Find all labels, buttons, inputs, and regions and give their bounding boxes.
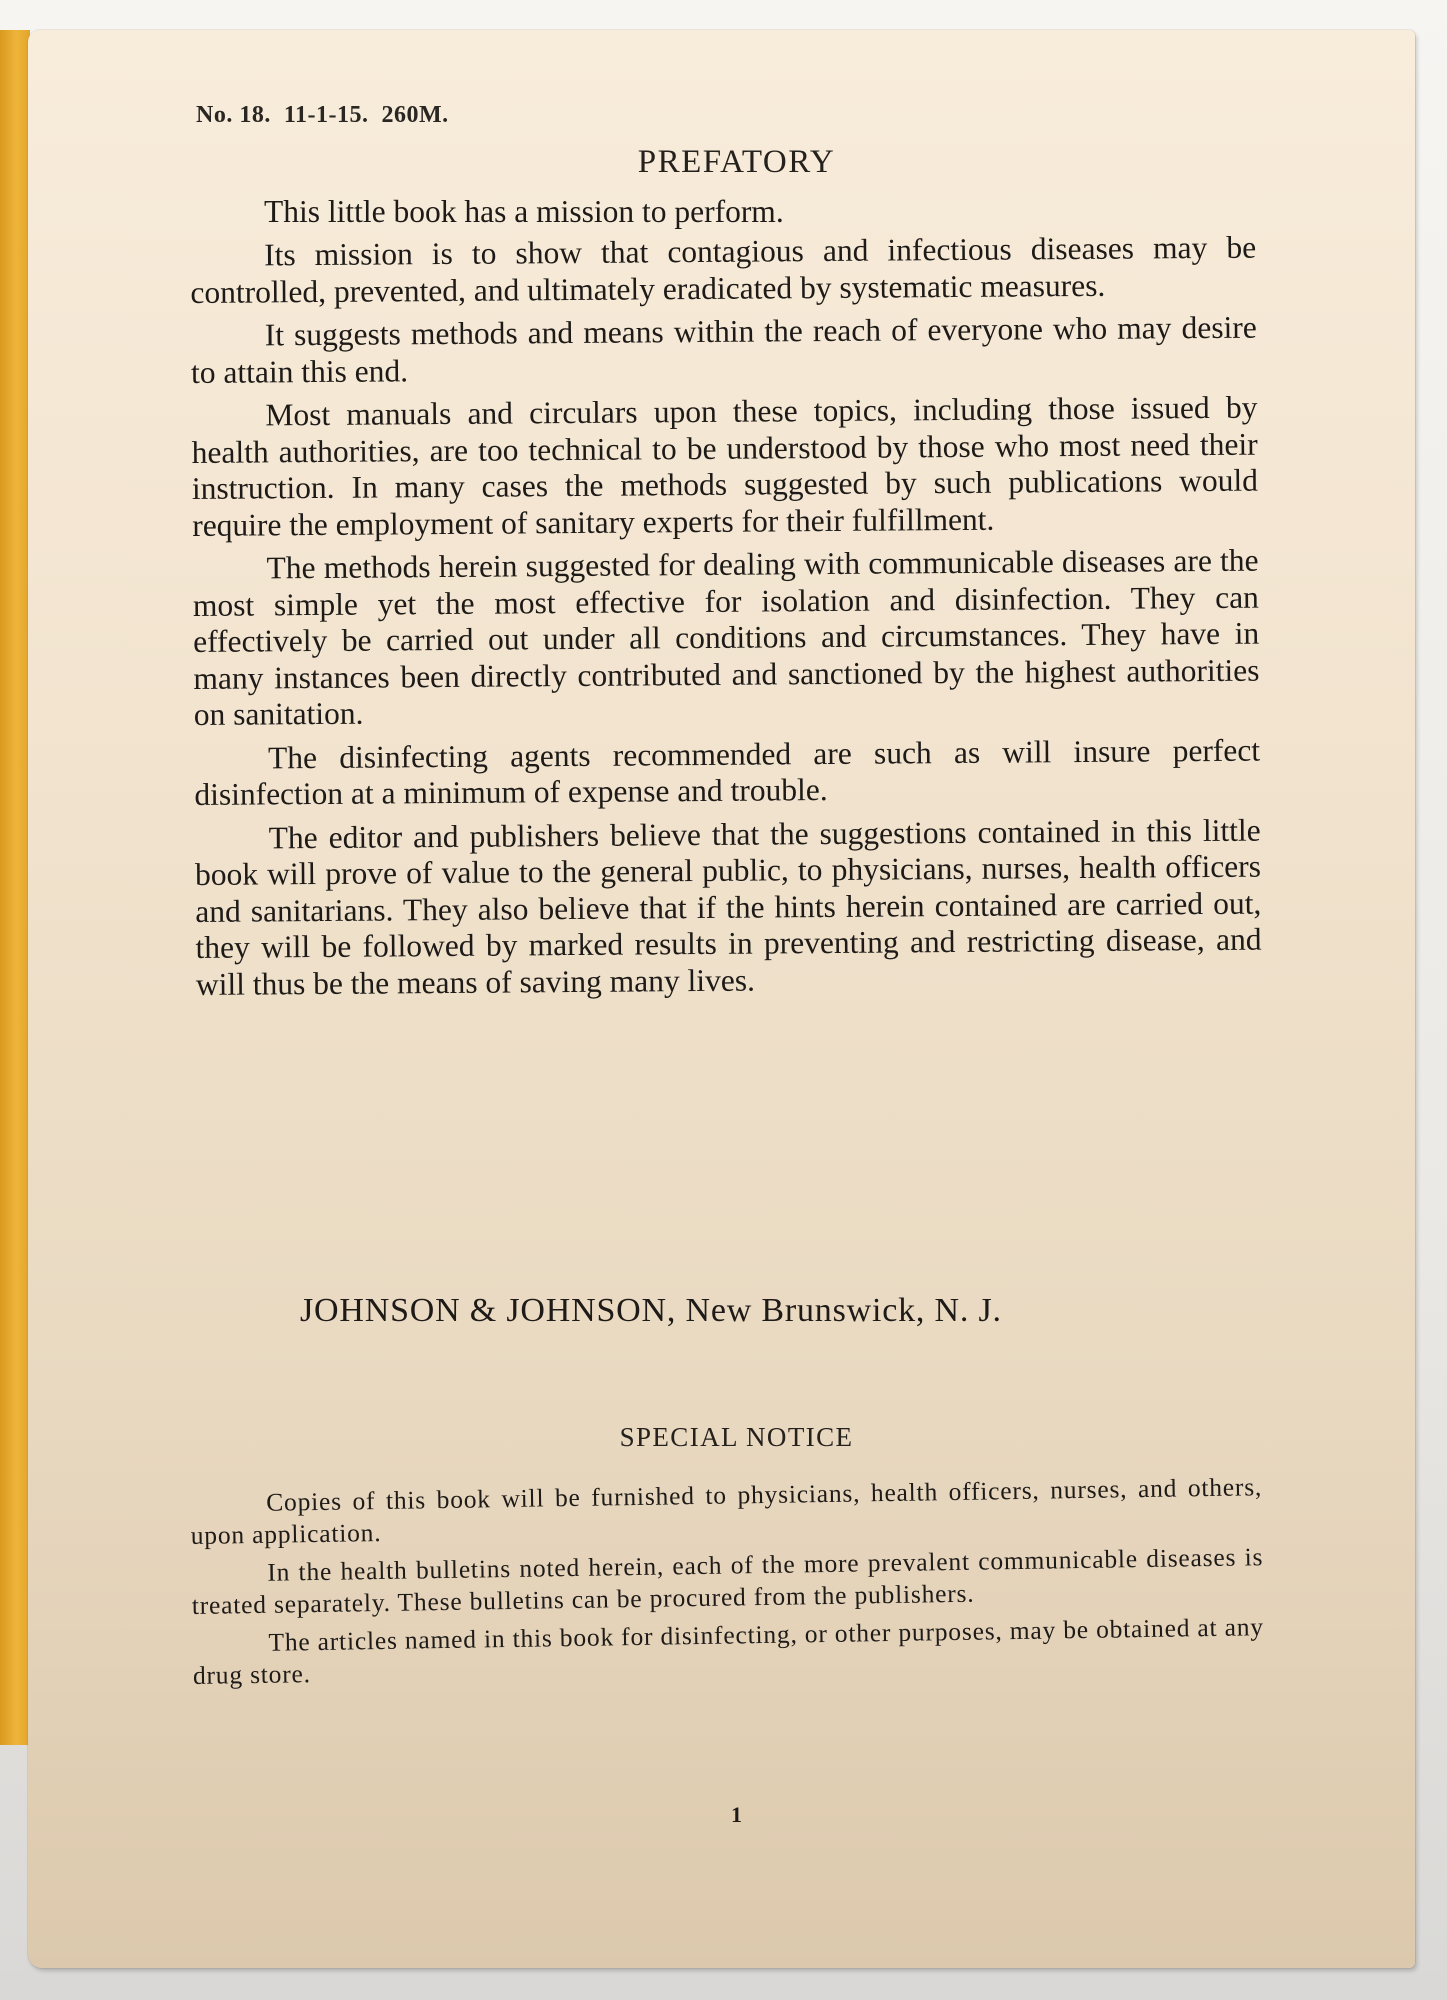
page-title: PREFATORY — [637, 144, 836, 180]
special-notice-body — [190, 1471, 1265, 1698]
paragraph: It suggests methods and means within the reach of everyone who may desire to attain this end. — [190, 309, 1257, 389]
paragraph: Most manuals and circulars upon these topics, including those issued by health authorities, are too technical to be understood by those who most need their instruction. In many cases the methods suggested by such publications would require the employment of sanitary experts for their fulfillment. — [191, 389, 1259, 542]
notice-paragraph: Copies of this book will be furnished to physicians, health officers, nurses, and others, upon application. — [190, 1472, 1263, 1550]
paragraph: The disinfecting agents recommended are such as will insure perfect disinfection at a minimum of expense and trouble. — [194, 731, 1261, 812]
paragraph: The methods herein suggested for dealing with communicable diseases are the most simple yet the most effective for isolation and disinfection. They can effectively be carried out under all conditions and circumstances. They have in many instances been directly contributed and sanctioned by the highest authorities on sanitation. — [192, 542, 1260, 732]
notice-paragraph: The articles named in this book for disinfecting, or other purposes, may be obtained at any drug store. — [192, 1612, 1265, 1690]
booklet-page — [28, 30, 1415, 1968]
document-code-line: No. 18. 11-1-15. 260M. — [196, 102, 449, 128]
paragraph-group — [190, 229, 1262, 1002]
paragraph: The editor and publishers believe that the suggestions contained in this little book will prove of value to the general public, to physicians, nurses, health officers and sanitarians. They also believe that if the hints herein contained are carried out, they will be followed by marked results in preventing and restricting disease, and will thus be the means of saving many lives. — [194, 811, 1262, 1001]
booklet-cover-edge — [0, 30, 30, 1745]
paragraph: This little book has a mission to perform. — [264, 194, 784, 229]
page-number: 1 — [731, 1802, 742, 1827]
page-content — [28, 30, 1415, 1968]
paragraph: Its mission is to show that contagious and infectious diseases may be controlled, prevented, and ultimately eradicated by systematic measures. — [190, 229, 1257, 309]
publisher-signature: JOHNSON & JOHNSON, New Brunswick, N. J. — [300, 1292, 1002, 1329]
notice-title: SPECIAL NOTICE — [619, 1422, 854, 1452]
prefatory-body — [190, 194, 1262, 1010]
notice-paragraph: In the health bulletins noted herein, each of the more prevalent communicable diseases is treated separately. These bulletins can be procured from the publishers. — [191, 1542, 1264, 1620]
